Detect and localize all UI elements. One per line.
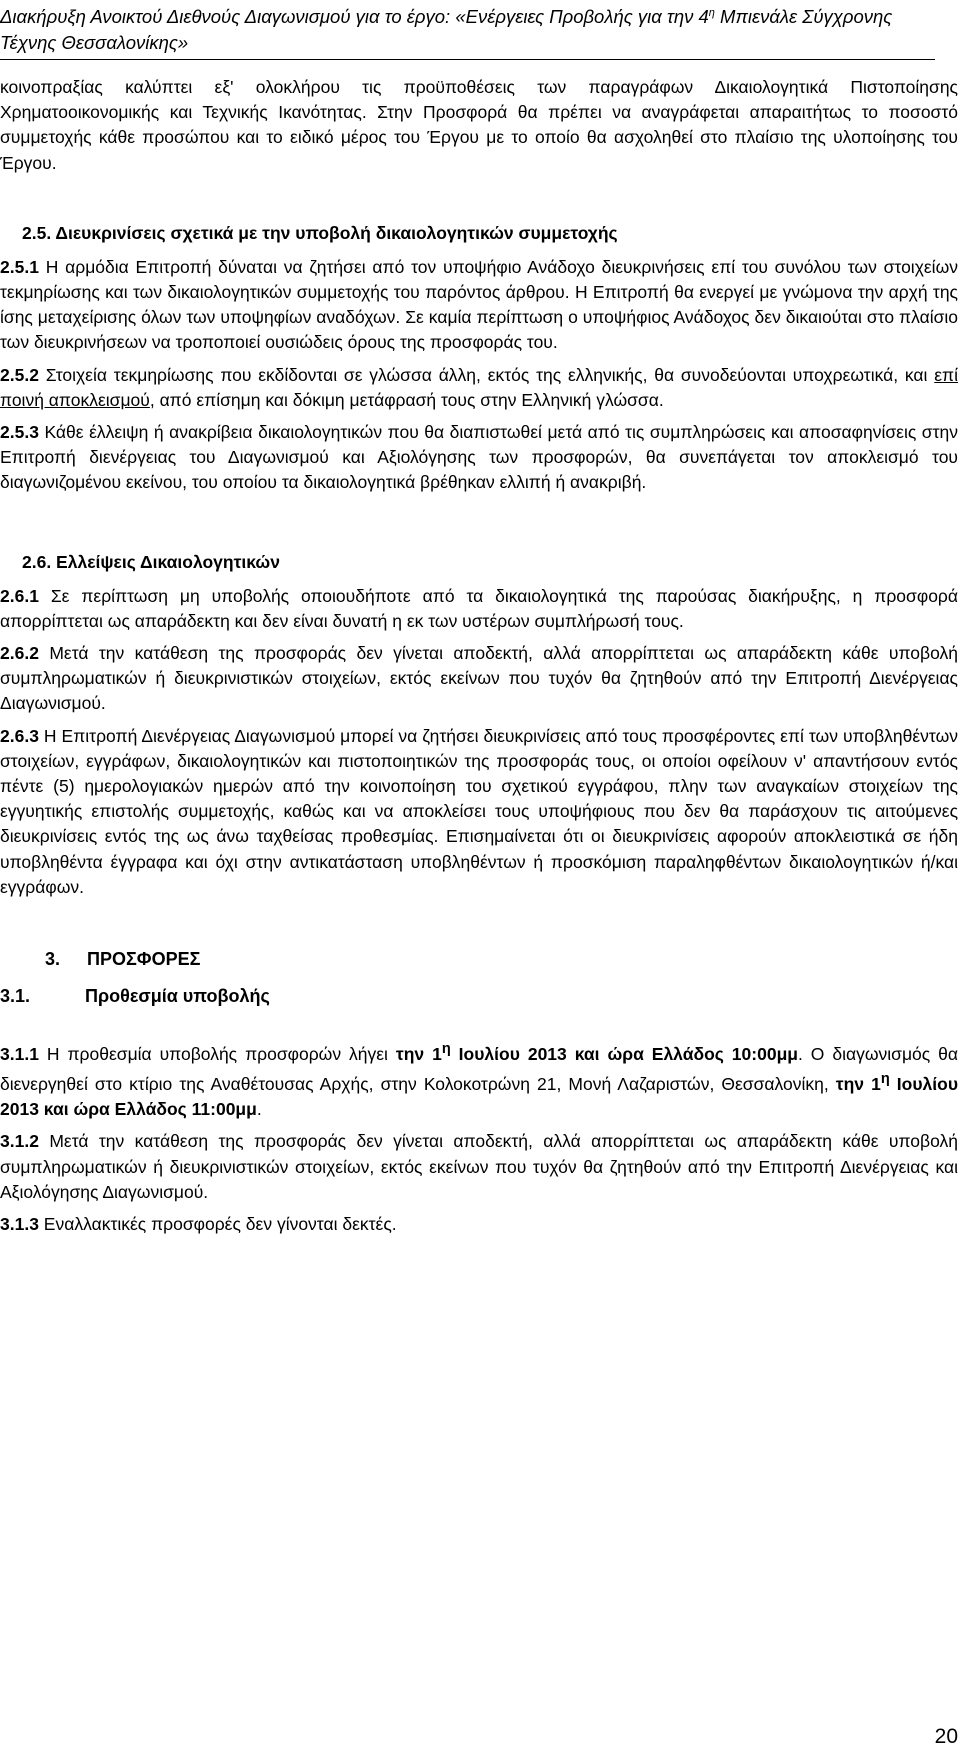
paragraph-2-5-1: 2.5.1 Η αρμόδια Επιτροπή δύναται να ζητήσει από τον υποψήφιο Ανάδοχο διευκρινήσεις επί του συνόλου των στοιχείων τεκμηρίωσης και των δικαιολογητικών συμμετοχής του παρόντος άρθρου. Η Επιτροπή θα ενεργεί με γνώμονα την αρχή της ίσης μεταχείρισης όλων των υποψηφίων αναδόχων. Σε καμία περίπτωση ο υποψήφιος Ανάδοχος δεν δικαιούται στο πλαίσιο των διευκρινήσεων να τροποποιεί ουσιώδεις όρους της προσφοράς του. [0, 256, 958, 353]
paragraph-3-1-2: 3.1.2 Μετά την κατάθεση της προσφοράς δεν γίνεται αποδεκτή, αλλά απορρίπτεται ως απαράδεκτη κάθε υποβολή συμπληρωματικών ή διευκρινιστικών στοιχείων, εκτός εκείνων που τυχόν θα ζητηθούν από την Επιτροπή Διενέργειας και Αξιολόγησης Διαγωνισμού. [0, 1131, 958, 1202]
section-2-6-heading: 2.6. Ελλείψεις Δικαιολογητικών [22, 551, 280, 572]
paragraph-2-6-1: 2.6.1 Σε περίπτωση μη υποβολής οποιουδήποτε από τα δικαιολογητικά της παρούσας διακήρυξης, η προσφορά απορρίπτεται ως απαράδεκτη και δεν είναι δυνατή η εκ των υστέρων συμπλήρωσή τους. [0, 585, 958, 631]
document-header [0, 0, 935, 60]
document-body [0, 75, 960, 1244]
opening-date: την $1^\eta$ Ιουλίου 2013 και ώρα Ελλάδος 11:00μμ [0, 1071, 959, 1120]
header-title-line-2: Τέχνης Θεσσαλονίκης» [0, 32, 189, 54]
page-number: 20 [934, 1725, 958, 1748]
paragraph-2-5-2: 2.5.2 Στοιχεία τεκμηρίωσης που εκδίδονται σε γλώσσα άλλη, εκτός της ελληνικής, θα συνοδεύονται υποχρεωτικά, και επί ποινή αποκλεισμού, από επίσημη και δόκιμη μετάφρασή τους στην Ελληνική γλώσσα. [0, 364, 958, 410]
section-3-heading: 3. ΠΡΟΣΦΟΡΕΣ [45, 949, 201, 970]
deadline-date: την $1^\eta$ Ιουλίου 2013 και ώρα Ελλάδος 10:00μμ [395, 1041, 798, 1064]
header-title-line-1: Διακήρυξη Ανοικτού Διεθνούς Διαγωνισμού για το έργο: «Ενέργειες Προβολής για την $4^\eta$ Μπιενάλε Σύγχρονης [0, 6, 893, 28]
paragraph-2-5-3: 2.5.3 Κάθε έλλειψη ή ανακρίβεια δικαιολογητικών που θα διαπιστωθεί μετά από τις συμπληρώσεις και αποσαφηνίσεις στην Επιτροπή διενέργειας του Διαγωνισμού και Αξιολόγησης των προσφορών, θα συνεπάγεται τον αποκλεισμό του διαγωνιζομένου εκείνου, του οποίου τα δικαιολογητικά βρέθηκαν ελλιπή ή ανακριβή. [0, 422, 958, 493]
section-3-1-heading: 3.1. Προθεσμία υποβολής [0, 986, 270, 1007]
paragraph-2-6-3: 2.6.3 Η Επιτροπή Διενέργειας Διαγωνισμού μπορεί να ζητήσει διευκρινίσεις από τους προσφέροντες επί των υποβληθέντων στοιχείων, εγγράφων, δικαιολογητικών και πιστοποιητικών της προσφοράς τους, οι οποίοι οφείλουν ν' απαντήσουν εντός πέντε (5) ημερολογιακών ημερών από την κοινοποίηση του σχετικού εγγράφου, πλην των αναγκαίων στοιχείων της εγγυητικής επιστολής συμμετοχής, καθώς και να αποκλείσει τους υποψήφιους που δεν θα παράσχουν τις αιτούμενες διευκρινίσεις εντός της ως άνω ταχθείσας προθεσμίας. Επισημαίνεται ότι οι διευκρινίσεις αφορούν αποκλειστικά σε ήδη υποβληθέντα έγγραφα και όχι στην αντικατάσταση υποβληθέντων ή προσκόμιση παραληφθέντων δικαιολογητικών ή/και εγγράφων. [0, 725, 958, 897]
intro-paragraph: κοινοπραξίας καλύπτει εξ' ολοκλήρου τις προϋποθέσεις των παραγράφων Δικαιολογητικά Πιστοποίησης Χρηματοοικονομικής και Τεχνικής Ικανότητας. Στην Προσφορά θα πρέπει να αναγράφεται απαραιτήτως το ποσοστό συμμετοχής κάθε προσώπου και το ειδικό μέρος του Έργου με το οποίο θα ασχοληθεί στο πλαίσιο της υλοποίησης του Έργου. [0, 77, 958, 173]
section-2-5-heading: 2.5. Διευκρινίσεις σχετικά με την υποβολή δικαιολογητικών συμμετοχής [22, 222, 618, 243]
underlined-penalty-text: επί ποινή αποκλεισμού [0, 364, 958, 410]
paragraph-3-1-1: 3.1.1 Η προθεσμία υποβολής προσφορών λήγει την $1^\eta$ Ιουλίου 2013 και ώρα Ελλάδος 10:00μμ. Ο διαγωνισμός θα διενεργηθεί στο κτίριο της Αναθέτουσας Αρχής, στην Κολοκοτρώνη 21, Μονή Λαζαριστών, Θεσσαλονίκη, την $1^\eta$ Ιουλίου 2013 και ώρα Ελλάδος 11:00μμ. [0, 1041, 959, 1120]
paragraph-2-6-2: 2.6.2 Μετά την κατάθεση της προσφοράς δεν γίνεται αποδεκτή, αλλά απορρίπτεται ως απαράδεκτη κάθε υποβολή συμπληρωματικών ή διευκρινιστικών στοιχείων, εκτός εκείνων που τυχόν θα ζητηθούν από την Επιτροπή Διενέργειας Διαγωνισμού. [0, 643, 958, 714]
paragraph-3-1-3: 3.1.3 Εναλλακτικές προσφορές δεν γίνονται δεκτές. [0, 1213, 397, 1234]
